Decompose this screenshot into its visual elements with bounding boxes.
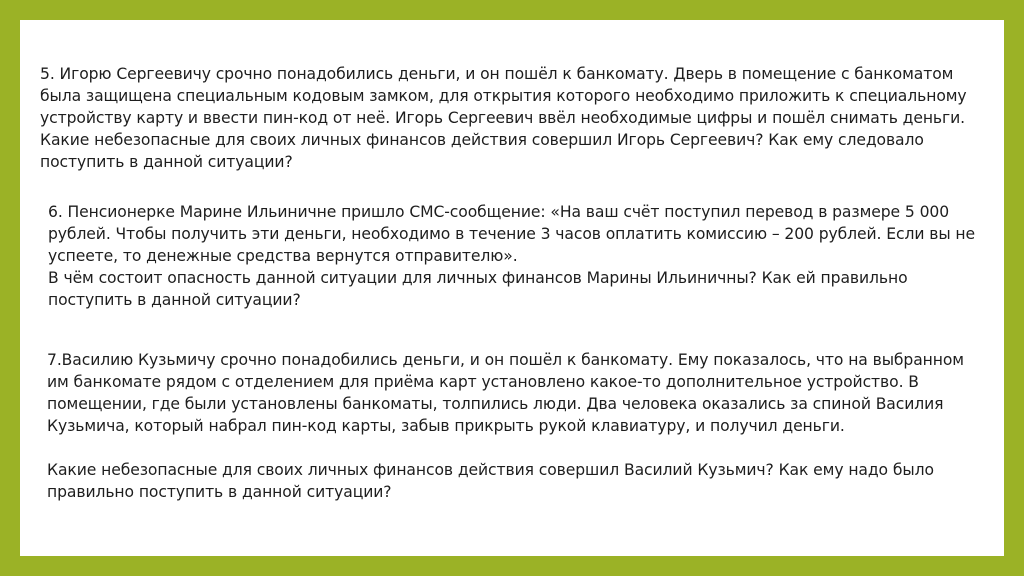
task-5-line: поступить в данной ситуации? [40, 153, 293, 171]
task-7-line: им банкомате рядом с отделением для приёма карт установлено какое-то дополнительное устройство. В [47, 373, 919, 391]
task-5-line: была защищена специальным кодовым замком, для открытия которого необходимо приложить к специальному [40, 87, 967, 105]
task-7-question-line: правильно поступить в данной ситуации? [47, 483, 392, 501]
task-7-line: помещении, где были установлены банкоматы, толпились люди. Два человека оказались за спиной Василия [47, 395, 944, 413]
task-6-line: успеете, то денежные средства вернутся отправителю». [48, 247, 518, 265]
task-6-line: В чём состоит опасность данной ситуации для личных финансов Марины Ильиничны? Как ей правильно [48, 269, 908, 287]
task-6-line: 6. Пенсионерке Марине Ильиничне пришло СМС-сообщение: «На ваш счёт поступил перевод в размере 5 000 [48, 203, 950, 221]
task-5-line: 5. Игорю Сергеевичу срочно понадобились деньги, и он пошёл к банкомату. Дверь в помещение с банкоматом [40, 65, 954, 83]
task-7-line: 7.Василию Кузьмичу срочно понадобились деньги, и он пошёл к банкомату. Ему показалось, что на выбранном [47, 351, 964, 369]
slide [20, 20, 1004, 556]
task-5-line: Какие небезопасные для своих личных финансов действия совершил Игорь Сергеевич? Как ему следовало [40, 131, 924, 149]
task-7-question-line: Какие небезопасные для своих личных финансов действия совершил Василий Кузьмич? Как ему надо было [47, 461, 934, 479]
paragraph-gap [47, 437, 987, 459]
task-6-line: поступить в данной ситуации? [48, 291, 301, 309]
task-5-text [40, 63, 990, 173]
task-6-text [48, 201, 988, 311]
task-7-text [47, 349, 987, 503]
task-6-line: рублей. Чтобы получить эти деньги, необходимо в течение 3 часов оплатить комиссию – 200 рублей. Если вы не [48, 225, 975, 243]
task-5-line: устройству карту и ввести пин-код от неё. Игорь Сергеевич ввёл необходимые цифры и пошёл снимать деньги. [40, 109, 965, 127]
task-7-line: Кузьмича, который набрал пин-код карты, забыв прикрыть рукой клавиатуру, и получил деньги. [47, 417, 845, 435]
